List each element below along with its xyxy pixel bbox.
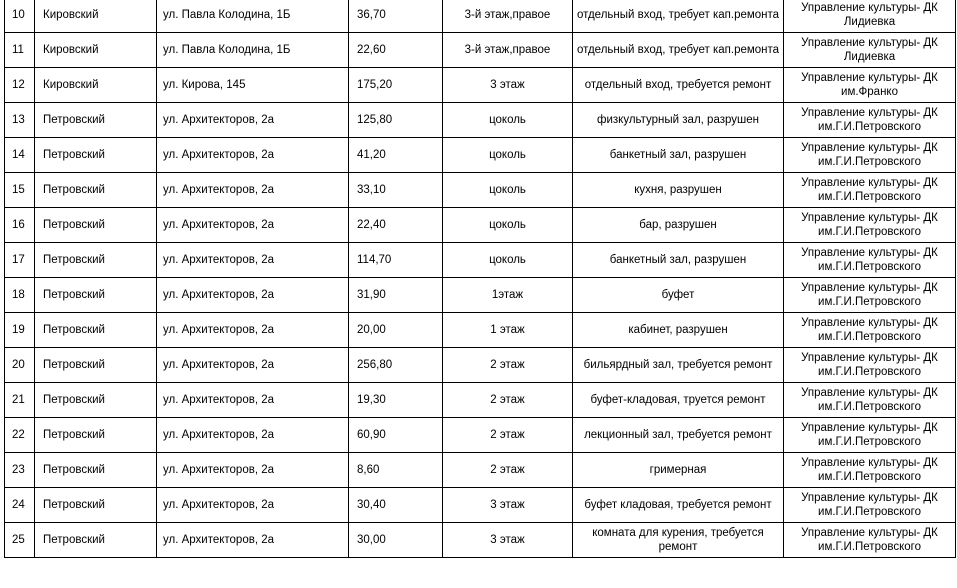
district-cell: Петровский [35, 278, 157, 313]
area-cell: 125,80 [349, 103, 443, 138]
district-cell: Петровский [35, 208, 157, 243]
area-cell: 36,70 [349, 0, 443, 33]
row-number-cell: 10 [5, 0, 35, 33]
address-cell: ул. Архитекторов, 2а [157, 453, 349, 488]
condition-cell: отдельный вход, требуется ремонт [573, 68, 784, 103]
floor-cell: цоколь [443, 173, 573, 208]
area-cell: 22,40 [349, 208, 443, 243]
organization-cell: Управление культуры- ДК им.Г.И.Петровского [784, 243, 956, 278]
address-cell: ул. Архитекторов, 2а [157, 523, 349, 558]
condition-cell: гримерная [573, 453, 784, 488]
condition-cell: банкетный зал, разрушен [573, 138, 784, 173]
table-row [5, 453, 956, 488]
table-row [5, 68, 956, 103]
table-row [5, 313, 956, 348]
district-cell: Петровский [35, 103, 157, 138]
district-cell: Петровский [35, 138, 157, 173]
row-number-cell: 15 [5, 173, 35, 208]
organization-cell: Управление культуры- ДК им.Г.И.Петровского [784, 523, 956, 558]
row-number-cell: 18 [5, 278, 35, 313]
table-row [5, 488, 956, 523]
district-cell: Петровский [35, 173, 157, 208]
row-number-cell: 25 [5, 523, 35, 558]
organization-cell: Управление культуры- ДК им.Г.И.Петровского [784, 278, 956, 313]
address-cell: ул. Кирова, 145 [157, 68, 349, 103]
district-cell: Петровский [35, 243, 157, 278]
table-row [5, 348, 956, 383]
area-cell: 30,00 [349, 523, 443, 558]
floor-cell: цоколь [443, 138, 573, 173]
district-cell: Кировский [35, 0, 157, 33]
organization-cell: Управление культуры- ДК им.Г.И.Петровского [784, 103, 956, 138]
row-number-cell: 11 [5, 33, 35, 68]
floor-cell: 3-й этаж,правое [443, 33, 573, 68]
row-number-cell: 22 [5, 418, 35, 453]
condition-cell: бар, разрушен [573, 208, 784, 243]
organization-cell: Управление культуры- ДК им.Г.И.Петровского [784, 313, 956, 348]
address-cell: ул. Архитекторов, 2а [157, 278, 349, 313]
area-cell: 114,70 [349, 243, 443, 278]
organization-cell: Управление культуры- ДК им.Г.И.Петровского [784, 208, 956, 243]
address-cell: ул. Архитекторов, 2а [157, 313, 349, 348]
row-number-cell: 20 [5, 348, 35, 383]
address-cell: ул. Павла Колодина, 1Б [157, 33, 349, 68]
condition-cell: буфет кладовая, требуется ремонт [573, 488, 784, 523]
condition-cell: буфет-кладовая, труется ремонт [573, 383, 784, 418]
row-number-cell: 17 [5, 243, 35, 278]
premises-table [4, 0, 956, 558]
organization-cell: Управление культуры- ДК им.Г.И.Петровского [784, 418, 956, 453]
area-cell: 33,10 [349, 173, 443, 208]
table-row [5, 243, 956, 278]
floor-cell: 2 этаж [443, 453, 573, 488]
address-cell: ул. Архитекторов, 2а [157, 488, 349, 523]
organization-cell: Управление культуры- ДК Лидиевка [784, 0, 956, 33]
organization-cell: Управление культуры- ДК им.Г.И.Петровского [784, 383, 956, 418]
floor-cell: 3-й этаж,правое [443, 0, 573, 33]
floor-cell: цоколь [443, 208, 573, 243]
table-row [5, 523, 956, 558]
table-row [5, 278, 956, 313]
condition-cell: банкетный зал, разрушен [573, 243, 784, 278]
table-row [5, 33, 956, 68]
area-cell: 256,80 [349, 348, 443, 383]
organization-cell: Управление культуры- ДК им.Г.И.Петровского [784, 453, 956, 488]
organization-cell: Управление культуры- ДК им.Г.И.Петровского [784, 173, 956, 208]
condition-cell: лекционный зал, требуется ремонт [573, 418, 784, 453]
row-number-cell: 23 [5, 453, 35, 488]
condition-cell: комната для курения, требуется ремонт [573, 523, 784, 558]
row-number-cell: 14 [5, 138, 35, 173]
table-row [5, 103, 956, 138]
condition-cell: физкультурный зал, разрушен [573, 103, 784, 138]
table-row [5, 173, 956, 208]
row-number-cell: 13 [5, 103, 35, 138]
address-cell: ул. Архитекторов, 2а [157, 418, 349, 453]
condition-cell: кабинет, разрушен [573, 313, 784, 348]
floor-cell: 2 этаж [443, 418, 573, 453]
floor-cell: цоколь [443, 243, 573, 278]
district-cell: Петровский [35, 453, 157, 488]
district-cell: Кировский [35, 68, 157, 103]
row-number-cell: 16 [5, 208, 35, 243]
floor-cell: 3 этаж [443, 488, 573, 523]
table-row [5, 418, 956, 453]
district-cell: Петровский [35, 523, 157, 558]
address-cell: ул. Архитекторов, 2а [157, 103, 349, 138]
area-cell: 19,30 [349, 383, 443, 418]
row-number-cell: 21 [5, 383, 35, 418]
table-body [5, 0, 956, 558]
condition-cell: отдельный вход, требует кап.ремонта [573, 0, 784, 33]
floor-cell: 2 этаж [443, 383, 573, 418]
condition-cell: бильярдный зал, требуется ремонт [573, 348, 784, 383]
area-cell: 8,60 [349, 453, 443, 488]
area-cell: 60,90 [349, 418, 443, 453]
address-cell: ул. Павла Колодина, 1Б [157, 0, 349, 33]
address-cell: ул. Архитекторов, 2а [157, 173, 349, 208]
floor-cell: 3 этаж [443, 523, 573, 558]
district-cell: Петровский [35, 418, 157, 453]
row-number-cell: 12 [5, 68, 35, 103]
district-cell: Петровский [35, 383, 157, 418]
row-number-cell: 24 [5, 488, 35, 523]
address-cell: ул. Архитекторов, 2а [157, 243, 349, 278]
table-row [5, 208, 956, 243]
row-number-cell: 19 [5, 313, 35, 348]
area-cell: 41,20 [349, 138, 443, 173]
area-cell: 20,00 [349, 313, 443, 348]
address-cell: ул. Архитекторов, 2а [157, 208, 349, 243]
floor-cell: 3 этаж [443, 68, 573, 103]
organization-cell: Управление культуры- ДК им.Г.И.Петровского [784, 488, 956, 523]
condition-cell: буфет [573, 278, 784, 313]
organization-cell: Управление культуры- ДК им.Франко [784, 68, 956, 103]
address-cell: ул. Архитекторов, 2а [157, 383, 349, 418]
table-row [5, 0, 956, 33]
area-cell: 31,90 [349, 278, 443, 313]
district-cell: Петровский [35, 313, 157, 348]
condition-cell: кухня, разрушен [573, 173, 784, 208]
address-cell: ул. Архитекторов, 2а [157, 348, 349, 383]
organization-cell: Управление культуры- ДК Лидиевка [784, 33, 956, 68]
condition-cell: отдельный вход, требует кап.ремонта [573, 33, 784, 68]
area-cell: 22,60 [349, 33, 443, 68]
district-cell: Петровский [35, 348, 157, 383]
area-cell: 175,20 [349, 68, 443, 103]
table-row [5, 138, 956, 173]
table-row [5, 383, 956, 418]
area-cell: 30,40 [349, 488, 443, 523]
floor-cell: цоколь [443, 103, 573, 138]
district-cell: Кировский [35, 33, 157, 68]
floor-cell: 1этаж [443, 278, 573, 313]
organization-cell: Управление культуры- ДК им.Г.И.Петровского [784, 138, 956, 173]
floor-cell: 2 этаж [443, 348, 573, 383]
district-cell: Петровский [35, 488, 157, 523]
organization-cell: Управление культуры- ДК им.Г.И.Петровского [784, 348, 956, 383]
floor-cell: 1 этаж [443, 313, 573, 348]
address-cell: ул. Архитекторов, 2а [157, 138, 349, 173]
